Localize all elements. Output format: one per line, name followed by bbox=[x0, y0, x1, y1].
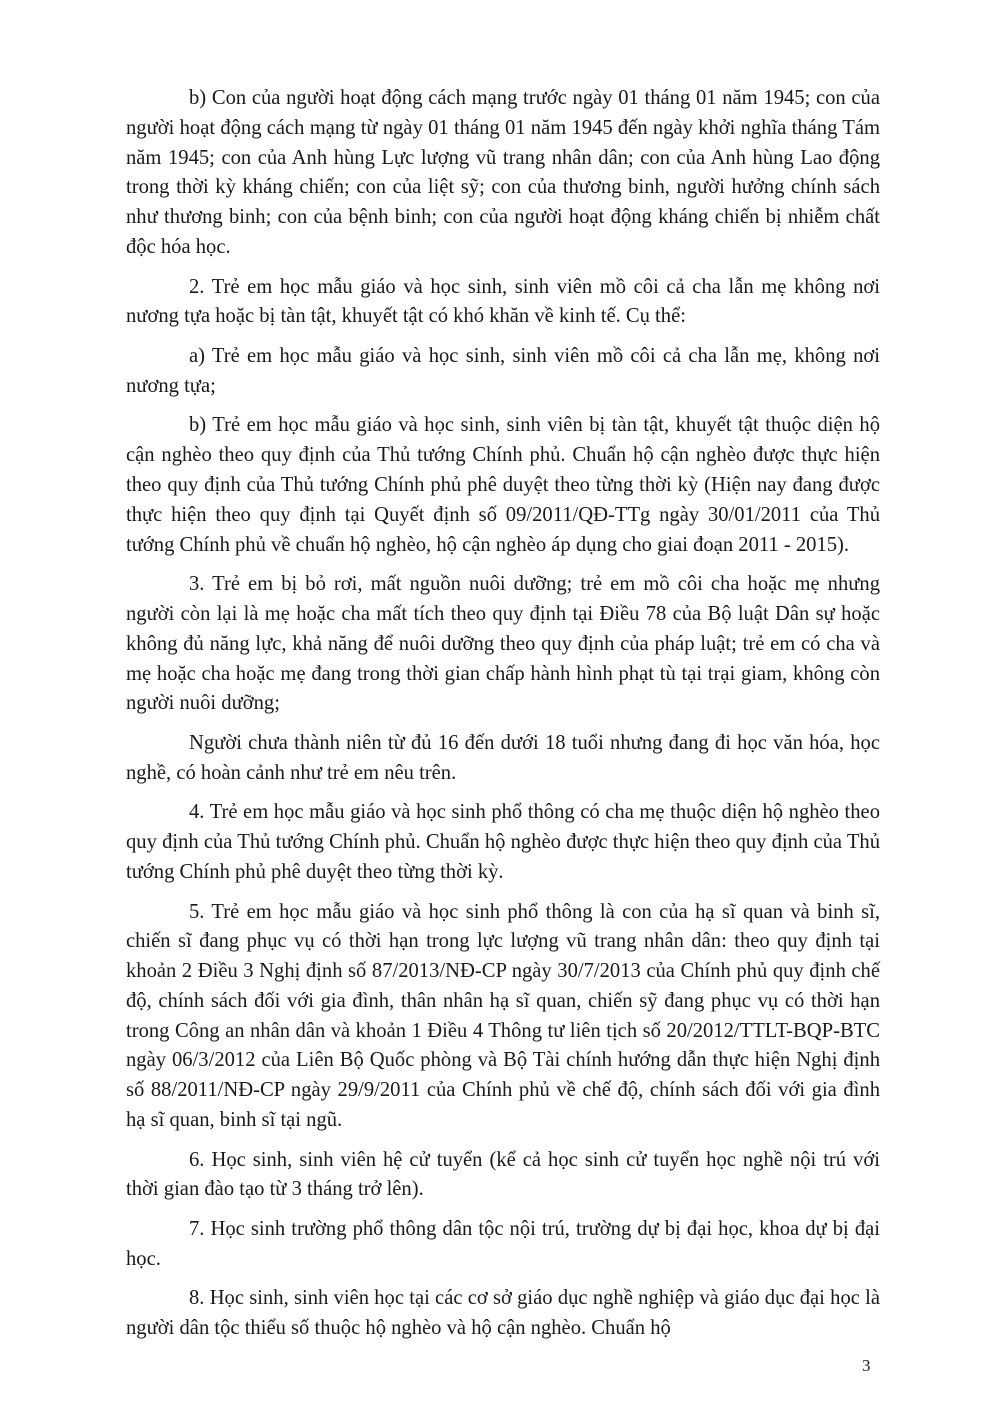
paragraph-2-orphans-disabled: 2. Trẻ em học mẫu giáo và học sinh, sinh viên mồ côi cả cha lẫn mẹ không nơi nương tựa hoặc bị tàn tật, khuyết tật có khó khăn về kinh tế. Cụ thể: bbox=[126, 275, 880, 328]
paragraph-3-abandoned-children: 3. Trẻ em bị bỏ rơi, mất nguồn nuôi dưỡng; trẻ em mồ côi cha hoặc mẹ nhưng người còn lại là mẹ hoặc cha mất tích theo quy định tại Điều 78 của Bộ luật Dân sự hoặc không đủ năng lực, khả năng để nuôi dưỡng theo quy định của pháp luật; trẻ em có cha và mẹ hoặc cha hoặc mẹ đang trong thời gian chấp hành hình phạt tù tại trại giam, không còn người nuôi dưỡng; bbox=[126, 573, 880, 715]
paragraph-7-ethnic-boarding: 7. Học sinh trường phổ thông dân tộc nội trú, trường dự bị đại học, khoa dự bị đại học. bbox=[126, 1218, 880, 1270]
paragraph-4-poor-households: 4. Trẻ em học mẫu giáo và học sinh phổ thông có cha mẹ thuộc diện hộ nghèo theo quy định của Thủ tướng Chính phủ. Chuẩn hộ nghèo được thực hiện theo quy định của Thủ tướng Chính phủ phê duyệt theo từng thời kỳ. bbox=[126, 801, 880, 883]
paragraph-2b-disabled-near-poor: b) Trẻ em học mẫu giáo và học sinh, sinh viên bị tàn tật, khuyết tật thuộc diện hộ cận nghèo theo quy định của Thủ tướng Chính phủ. Chuẩn hộ cận nghèo được thực hiện theo quy định của Thủ tướng Chính phủ phê duyệt theo từng thời kỳ (Hiện nay đang được thực hiện theo quy định tại Quyết định số 09/2011/QĐ-TTg ngày 30/01/2011 của Thủ tướng Chính phủ về chuẩn hộ nghèo, hộ cận nghèo áp dụng cho giai đoạn 2011 - 2015). bbox=[126, 414, 880, 556]
paragraph-5-military-children: 5. Trẻ em học mẫu giáo và học sinh phổ thông là con của hạ sĩ quan và binh sĩ, chiến sĩ đang phục vụ có thời hạn trong lực lượng vũ trang nhân dân: theo quy định tại khoản 2 Điều 3 Nghị định số 87/2013/NĐ-CP ngày 30/7/2013 của Chính phủ quy định chế độ, chính sách đối với gia đình, thân nhân hạ sĩ quan, chiến sỹ đang phục vụ có thời hạn trong Công an nhân dân và khoản 1 Điều 4 Thông tư liên tịch số 20/2012/TTLT-BQP-BTC ngày 06/3/2012 của Liên Bộ Quốc phòng và Bộ Tài chính hướng dẫn thực hiện Nghị định số 88/2011/NĐ-CP ngày 29/9/2011 của Chính phủ về chế độ, chính sách đối với gia đình hạ sĩ quan, binh sĩ tại ngũ. bbox=[126, 900, 880, 1132]
page-number: 3 bbox=[862, 1356, 871, 1375]
document-body bbox=[126, 84, 880, 1354]
paragraph-6-nomination-students: 6. Học sinh, sinh viên hệ cử tuyển (kể cả học sinh cử tuyển học nghề nội trú với thời gian đào tạo từ 3 tháng trở lên). bbox=[126, 1148, 880, 1201]
paragraph-2a-orphans: a) Trẻ em học mẫu giáo và học sinh, sinh viên mồ côi cả cha lẫn mẹ, không nơi nương tựa; bbox=[126, 344, 880, 397]
paragraph-1b-children-of-revolutionaries: b) Con của người hoạt động cách mạng trước ngày 01 tháng 01 năm 1945; con của người hoạt động cách mạng từ ngày 01 tháng 01 năm 1945 đến ngày khởi nghĩa tháng Tám năm 1945; con của Anh hùng Lực lượng vũ trang nhân dân; con của Anh hùng Lao động trong thời kỳ kháng chiến; con của liệt sỹ; con của thương binh, người hưởng chính sách như thương binh; con của bệnh binh; con của người hoạt động kháng chiến bị nhiễm chất độc hóa học. bbox=[126, 87, 880, 258]
paragraph-3-minors-16-18: Người chưa thành niên từ đủ 16 đến dưới 18 tuổi nhưng đang đi học văn hóa, học nghề, có hoàn cảnh như trẻ em nêu trên. bbox=[126, 731, 880, 784]
paragraph-8-ethnic-minority-students: 8. Học sinh, sinh viên học tại các cơ sở giáo dục nghề nghiệp và giáo dục đại học là người dân tộc thiểu số thuộc hộ nghèo và hộ cận nghèo. Chuẩn hộ bbox=[126, 1287, 880, 1340]
